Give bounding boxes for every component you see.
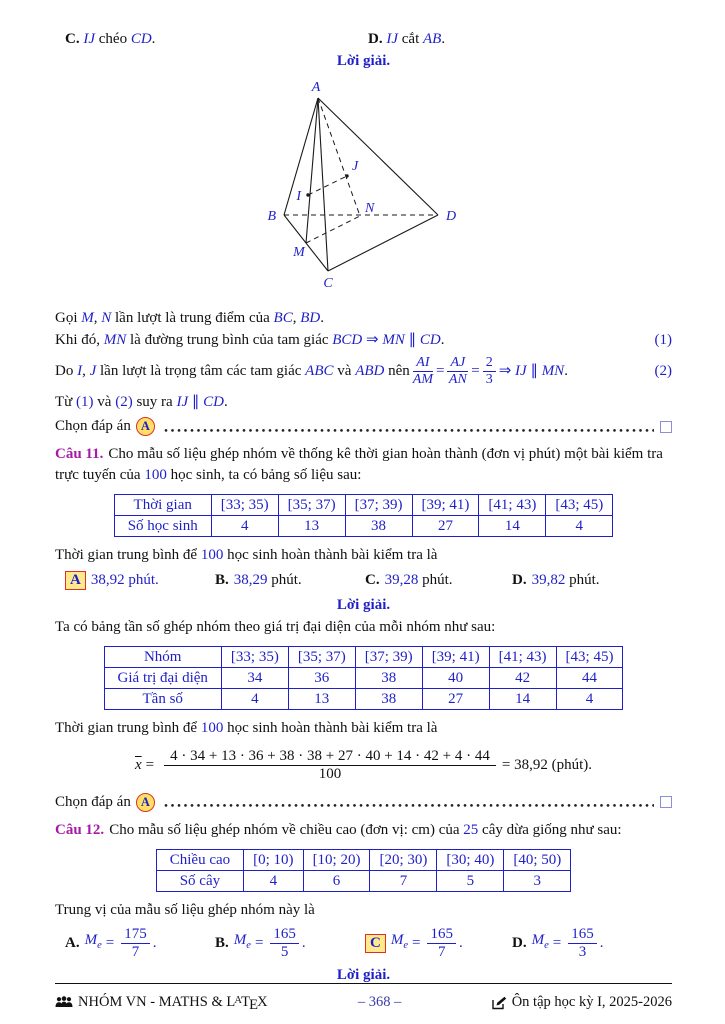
- fraction-aj-an: $\frac{AJ}{AN}$: [448, 355, 467, 388]
- segment-ij: [308, 176, 347, 195]
- edge-bc: [284, 215, 328, 271]
- q11-solution-intro: Ta có bảng tần số ghép nhóm theo giá trị đại diện của mỗi nhóm như sau:: [55, 619, 496, 636]
- table-cell: 27: [412, 516, 479, 537]
- table-cell: Số học sinh: [114, 516, 211, 537]
- dotted-leader: [164, 422, 654, 436]
- table-row: [114, 495, 613, 516]
- table-cell: [33; 35): [211, 495, 278, 516]
- edit-icon: [492, 996, 507, 1010]
- footer-left: [55, 990, 268, 1016]
- table-cell: Chiều cao: [156, 849, 243, 870]
- question-12-statement: [55, 820, 672, 841]
- table-cell: 38: [355, 668, 422, 689]
- point-label-m: M: [293, 245, 305, 260]
- table-cell: 4: [211, 516, 278, 537]
- table-cell: Nhóm: [104, 647, 221, 668]
- table-cell: 34: [221, 668, 288, 689]
- table-cell: 40: [422, 668, 489, 689]
- table-cell: 4: [221, 689, 288, 710]
- vertex-label-a: A: [311, 80, 321, 95]
- table-cell: Tần số: [104, 689, 221, 710]
- table-cell: [35; 37): [288, 647, 355, 668]
- table-cell: [39; 41): [412, 495, 479, 516]
- table-cell: [43; 45): [546, 495, 613, 516]
- answer-badge-circle: A: [136, 417, 155, 436]
- table-cell: 5: [437, 870, 504, 891]
- table-cell: 38: [355, 689, 422, 710]
- equals-sign: =: [471, 363, 480, 380]
- point-label-j: J: [352, 159, 359, 174]
- table-row: [104, 689, 623, 710]
- equation-tag-2: (2): [654, 363, 672, 380]
- tetrahedron-figure: [250, 76, 460, 298]
- table-row: [156, 870, 571, 891]
- footer-right: [492, 992, 672, 1013]
- table-cell: [39; 41): [422, 647, 489, 668]
- top-answer-options: [55, 29, 672, 50]
- table-cell: [41; 43): [479, 495, 546, 516]
- geo-line3-tail: ⇒ IJ ∥ MN.: [498, 363, 568, 380]
- footer-edition: Ôn tập học kỳ I, 2025-2026: [511, 994, 672, 1011]
- chosen-answer-text: Chọn đáp án: [55, 793, 131, 810]
- question-12-text: Cho mẫu số liệu ghép nhóm về chiều cao (đơn vị: cm) của 25 cây dừa giống như sau:: [109, 821, 622, 838]
- question-11-text: Cho mẫu số liệu ghép nhóm về thống kê thời gian hoàn thành (đơn vị phút) một bài kiểm tra trực tuyến của 100 học sinh, ta có bảng số liệu sau:: [55, 446, 663, 484]
- table-cell: 4: [244, 870, 303, 891]
- table-cell: 27: [422, 689, 489, 710]
- footer-brand: NHÓM VN - MATHS & $L^ATEX$: [78, 993, 268, 1013]
- solution-heading: Lời giải.: [336, 53, 391, 69]
- vertex-label-c: C: [323, 276, 333, 291]
- vertex-label-d: D: [446, 209, 457, 224]
- question-12-label: Câu 12.: [55, 821, 105, 838]
- point-i: [306, 193, 309, 196]
- table-cell: [10; 20): [303, 849, 370, 870]
- point-label-i: I: [296, 189, 301, 204]
- q11-question-line: Thời gian trung bình để 100 học sinh hoàn thành bài kiểm tra là: [55, 547, 438, 564]
- chosen-answer-line-2: [55, 792, 672, 813]
- q11-choice-a: A 38,92 phút.: [65, 570, 215, 591]
- chosen-answer-line-1: [55, 416, 672, 437]
- mean-fraction: $\frac{4 \cdot 34 + 13 \cdot 36 + 38 \cdot 38 + 27 \cdot 40 + 14 \cdot 42 + 4 \cdot 44}{100}$: [164, 748, 496, 784]
- correct-answer-box: A: [65, 571, 86, 590]
- table-cell: [30; 40): [437, 849, 504, 870]
- edge-ac: [318, 98, 328, 271]
- qed-square-icon: [660, 796, 672, 808]
- q12-data-table: [156, 849, 572, 892]
- q12-choice-a: A. $M_e$ = $\frac{175}{7}$ .: [65, 925, 157, 960]
- table-row: [114, 516, 613, 537]
- q11-choice-c: C. 39,28 phút.: [365, 572, 453, 589]
- vertex-label-b: B: [267, 209, 276, 224]
- fraction-two-thirds: $\frac{2}{3}$: [483, 355, 496, 388]
- segment-mn: [306, 216, 360, 243]
- q11-choice-d: D. 39,82 phút.: [512, 572, 600, 589]
- q12-choice-b: B. $M_e$ = $\frac{165}{5}$ .: [215, 925, 306, 960]
- table-cell: 14: [489, 689, 556, 710]
- table-cell: 4: [546, 516, 613, 537]
- table-cell: Thời gian: [114, 495, 211, 516]
- page-number: – 368 –: [357, 994, 402, 1011]
- geo-solution-line-1: Gọi M, N lần lượt là trung điểm của BC, BD.: [55, 310, 324, 326]
- q12-question-line: Trung vị của mẫu số liệu ghép nhóm này là: [55, 901, 315, 918]
- geo-solution-line-3: [55, 355, 672, 388]
- table-cell: 4: [556, 689, 623, 710]
- table-cell: [41; 43): [489, 647, 556, 668]
- mean-result: = 38,92 (phút).: [501, 757, 593, 774]
- q12-choice-c: C $M_e$ = $\frac{165}{7}$ .: [365, 926, 512, 962]
- point-j: [345, 174, 348, 177]
- table-cell: 13: [278, 516, 345, 537]
- table-cell: 6: [303, 870, 370, 891]
- edge-cd: [328, 215, 438, 271]
- question-11-label: Câu 11.: [55, 446, 104, 463]
- table-cell: [35; 37): [278, 495, 345, 516]
- table-cell: 36: [288, 668, 355, 689]
- q11-question-line-repeat: Thời gian trung bình để 100 học sinh hoàn thành bài kiểm tra là: [55, 720, 438, 737]
- table-cell: [40; 50): [504, 849, 571, 870]
- figure-container: [250, 76, 672, 298]
- table-cell: Số cây: [156, 870, 243, 891]
- table-row: [104, 668, 623, 689]
- dotted-leader: [164, 797, 654, 811]
- table-cell: 3: [504, 870, 571, 891]
- page-footer: [55, 983, 672, 1016]
- table-cell: 38: [345, 516, 412, 537]
- geo-line3-text: Do I, J lần lượt là trọng tâm các tam giác ABC và ABD nên: [55, 363, 410, 380]
- table-row: [156, 849, 571, 870]
- table-cell: [43; 45): [556, 647, 623, 668]
- table-cell: [37; 39): [355, 647, 422, 668]
- table-cell: 14: [479, 516, 546, 537]
- table-row: [104, 647, 623, 668]
- chosen-answer-text: Chọn đáp án: [55, 418, 131, 435]
- table-cell: [37; 39): [345, 495, 412, 516]
- q11-representative-table: [104, 646, 624, 710]
- answer-option-d: D. IJ cắt AB.: [368, 31, 446, 47]
- latex-logo: $L^ATEX$: [226, 993, 268, 1013]
- table-cell: [33; 35): [221, 647, 288, 668]
- question-11-statement: [55, 444, 672, 486]
- geo-solution-line-2: [55, 330, 672, 351]
- mean-formula: [55, 748, 672, 784]
- q12-choice-d: D. $M_e$ = $\frac{165}{3}$ .: [512, 925, 604, 960]
- solution-heading: Lời giải.: [336, 597, 391, 614]
- table-cell: 13: [288, 689, 355, 710]
- equals-sign: =: [436, 363, 445, 380]
- table-cell: [20; 30): [370, 849, 437, 870]
- table-cell: 44: [556, 668, 623, 689]
- table-cell: 7: [370, 870, 437, 891]
- equation-tag-1: (1): [654, 332, 672, 348]
- equals-sign: =: [145, 757, 155, 774]
- correct-answer-box: C: [365, 934, 386, 953]
- table-cell: 42: [489, 668, 556, 689]
- table-cell: [0; 10): [244, 849, 303, 870]
- answer-option-c: C. IJ chéo CD.: [65, 31, 156, 47]
- edge-ad: [318, 98, 438, 215]
- q11-choices: [55, 570, 672, 591]
- q11-choice-b: B. 38,29 phút.: [215, 572, 302, 589]
- geo-line2-text: Khi đó, MN là đường trung bình của tam giác BCD ⇒ MN ∥ CD.: [55, 332, 445, 348]
- q12-choices: [55, 926, 672, 962]
- q11-data-table: [114, 494, 614, 537]
- table-cell: Giá trị đại diện: [104, 668, 221, 689]
- solution-heading: Lời giải.: [336, 967, 391, 984]
- point-label-n: N: [365, 201, 375, 216]
- fraction-ai-am: $\frac{AI}{AM}$: [412, 355, 433, 388]
- geo-solution-line-4: Từ (1) và (2) suy ra IJ ∥ CD.: [55, 394, 228, 411]
- qed-square-icon: [660, 421, 672, 433]
- x-bar-symbol: $\overline{x}$: [134, 757, 142, 774]
- group-icon: [55, 996, 73, 1009]
- answer-badge-circle: A: [136, 793, 155, 812]
